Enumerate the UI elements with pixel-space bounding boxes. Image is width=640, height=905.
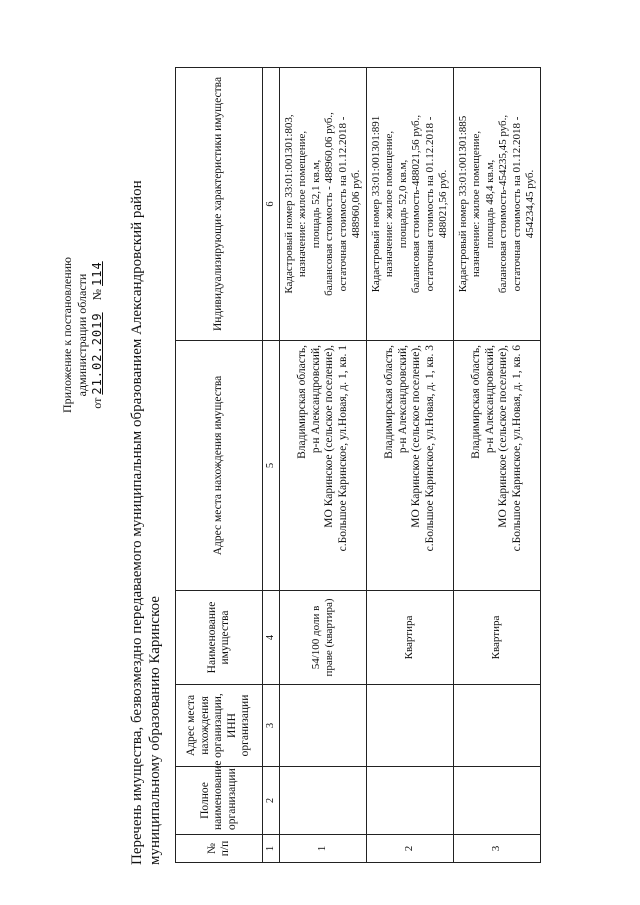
row-number: 2 <box>367 835 454 863</box>
org-name-cell <box>367 767 454 835</box>
characteristic-line: балансовая стоимость-488021,56 руб., <box>410 114 422 294</box>
address-line: с.Большое Каринское, ул.Новая, д. 1, кв. 1 <box>336 345 349 552</box>
characteristic-line: остаточная стоимость на 01.12.2018 - <box>423 116 436 292</box>
characteristic-line: площадь 52,1 кв.м, <box>309 159 322 249</box>
table-row <box>280 68 367 863</box>
appendix-date-line <box>90 225 105 445</box>
table-row <box>454 68 541 863</box>
header-cell: Полное наименование организации <box>176 767 263 835</box>
org-address-cell <box>280 685 367 767</box>
column-number-row <box>263 68 280 863</box>
property-name-cell: 54/100 доли в праве (квартира) <box>280 591 367 685</box>
header-cell: Индивидуализирующие характеристики имущества <box>176 68 263 341</box>
row-number: 1 <box>280 835 367 863</box>
characteristic-line: Кадастровый номер 33:01:001301:891 <box>369 115 382 293</box>
header-cell: Адрес места нахождения организации, ИНН организации <box>176 685 263 767</box>
address-line: Владимирская область, <box>383 345 395 459</box>
characteristic-line: площадь 48,4 кв.м, <box>483 159 496 249</box>
header-cell: № п/п <box>176 835 263 863</box>
header-cell: Адрес места нахождения имущества <box>176 341 263 591</box>
header-cell: Наименование имущества <box>176 591 263 685</box>
number-prefix: № <box>90 288 104 301</box>
characteristic-line: 454234,45 руб. <box>524 169 536 239</box>
property-characteristics-cell <box>280 68 367 341</box>
table-row <box>367 68 454 863</box>
appendix-line-2: администрации области <box>75 273 89 397</box>
address-line: Владимирская область, <box>296 345 308 459</box>
address-line: МО Каринское (сельское поселение), <box>323 345 335 528</box>
row-number: 3 <box>454 835 541 863</box>
column-number: 1 <box>263 835 280 863</box>
property-address-cell <box>280 341 367 591</box>
property-name-cell: Квартира <box>367 591 454 685</box>
org-name-cell <box>280 767 367 835</box>
address-line: с.Большое Каринское, ул.Новая, д. 1, кв. 6 <box>510 345 523 552</box>
column-number: 6 <box>263 68 280 341</box>
address-line: р-н Александровский, <box>309 345 322 454</box>
appendix-line-1: Приложение к постановлению <box>60 256 74 414</box>
appendix-block <box>60 225 105 445</box>
address-line: МО Каринское (сельское поселение), <box>410 345 422 528</box>
characteristic-line: 488960,06 руб. <box>350 169 362 239</box>
property-table <box>175 67 541 863</box>
characteristic-line: площадь 52,0 кв.м, <box>396 159 409 249</box>
table-header-row <box>176 68 263 863</box>
org-address-cell <box>367 685 454 767</box>
address-line: р-н Александровский, <box>396 345 409 454</box>
characteristic-line: балансовая стоимость - 488960,06 руб., <box>323 112 335 296</box>
characteristic-line: назначение: жилое помещение, <box>296 130 308 278</box>
address-line: с.Большое Каринское, ул.Новая, д. 1, кв. 3 <box>423 345 436 552</box>
property-name-cell: Квартира <box>454 591 541 685</box>
property-characteristics-cell <box>367 68 454 341</box>
characteristic-line: балансовая стоимость-454235,45 руб., <box>497 114 509 294</box>
decree-number: 114 <box>90 261 104 286</box>
characteristic-line: остаточная стоимость на 01.12.2018 - <box>510 116 523 292</box>
characteristic-line: Кадастровый номер 33:01:001301:803, <box>282 114 295 294</box>
address-line: Владимирская область, <box>470 345 482 459</box>
column-number: 5 <box>263 341 280 591</box>
org-address-cell <box>454 685 541 767</box>
decree-date: 21.02.2019 <box>90 312 104 395</box>
address-line: МО Каринское (сельское поселение), <box>497 345 509 528</box>
characteristic-line: назначение: жилое помещение, <box>470 130 482 278</box>
characteristic-line: 488021,56 руб. <box>437 169 449 239</box>
document-title: Перечень имущества, безвозмездно передаваемого муниципальным образованием Александровский район муниципальному образованию Каринское <box>129 180 163 865</box>
column-number: 3 <box>263 685 280 767</box>
column-number: 2 <box>263 767 280 835</box>
address-line: р-н Александровский, <box>483 345 496 454</box>
characteristic-line: остаточная стоимость на 01.12.2018 - <box>336 116 349 292</box>
property-address-cell <box>367 341 454 591</box>
org-name-cell <box>454 767 541 835</box>
characteristic-line: назначение: жилое помещение, <box>383 130 395 278</box>
characteristic-line: Кадастровый номер 33:01:001301:885 <box>456 115 469 293</box>
property-characteristics-cell <box>454 68 541 341</box>
property-address-cell <box>454 341 541 591</box>
column-number: 4 <box>263 591 280 685</box>
date-prefix: от <box>90 397 104 409</box>
